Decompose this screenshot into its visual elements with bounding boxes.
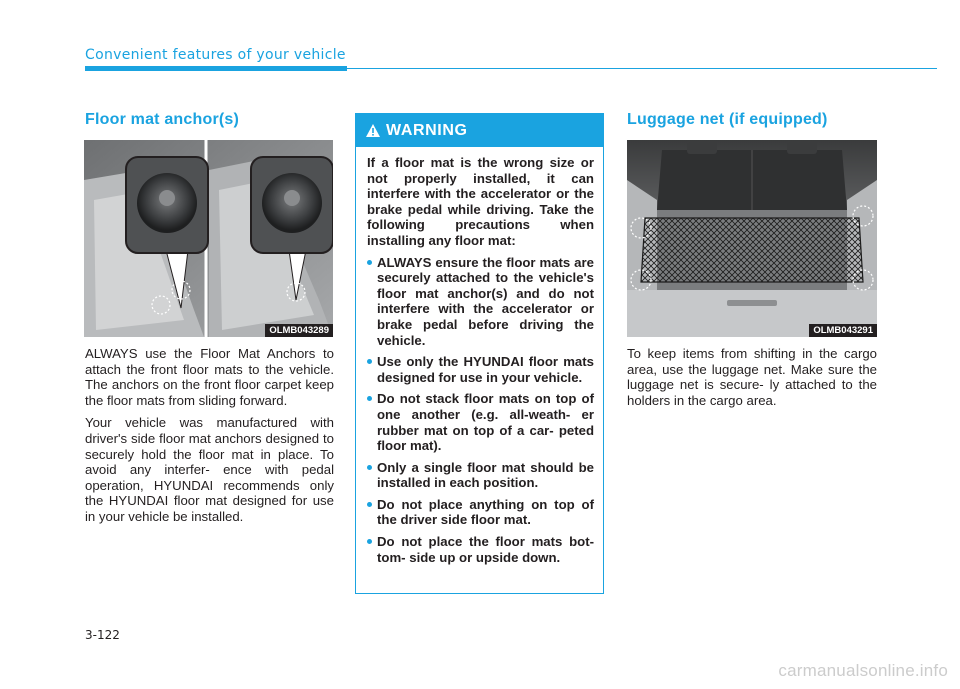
floor-mat-anchor-text [85,346,334,532]
warning-header [356,114,603,147]
bullet-icon [367,539,372,544]
bullet-icon [367,359,372,364]
bullet-icon [367,260,372,265]
section-title: Convenient features of your vehicle [85,47,346,63]
bullet-icon [367,465,372,470]
figure-caption: OLMB043291 [809,324,877,337]
floor-mat-anchor-figure [84,140,333,337]
warning-item: Do not place anything on top of the driver side floor mat. [367,497,594,528]
paragraph: ALWAYS use the Floor Mat Anchors to attach the front floor mats to the vehicle. The anchors on the front floor carpet keep the floor mats from sliding forward. [85,346,334,408]
paragraph: To keep items from shifting in the cargo area, use the luggage net. Make sure the luggage net is secure- ly attached to the holders in the cargo area. [627,346,877,408]
warning-item: ALWAYS ensure the floor mats are securely attached to the vehicle's floor mat anchor(s) and do not interfere with the accelerator or brake pedal before driving the vehicle. [367,255,594,349]
warning-item: Do not stack floor mats on top of one another (e.g. all-weath- er rubber mat on top of a car- peted floor mat). [367,391,594,453]
warning-box [355,113,604,594]
floor-mat-anchor-illustration [84,140,333,337]
watermark: carmanualsonline.info [778,661,948,680]
warning-list [367,255,594,566]
luggage-net-heading: Luggage net (if equipped) [627,111,828,128]
figure-caption: OLMB043289 [265,324,333,337]
bullet-icon [367,396,372,401]
warning-item: Do not place the floor mats bot- tom- side up or upside down. [367,534,594,565]
warning-triangle-icon [366,124,380,137]
bullet-icon [367,502,372,507]
page-number: 3-122 [85,628,120,642]
luggage-net-illustration [627,140,877,337]
warning-item: Use only the HYUNDAI floor mats designed for use in your vehicle. [367,354,594,385]
warning-intro: If a floor mat is the wrong size or not properly installed, it can interfere with the accelerator or the brake pedal while driving. Take the following precautions when installing any floor mat: [367,155,594,248]
warning-body [356,147,603,565]
floor-mat-anchor-heading: Floor mat anchor(s) [85,111,240,128]
warning-title: WARNING [386,121,468,139]
header-rule [347,68,937,69]
warning-item: Only a single floor mat should be installed in each position. [367,460,594,491]
luggage-net-text [627,346,877,415]
luggage-net-figure [627,140,877,337]
paragraph: Your vehicle was manufactured with driver's side floor mat anchors designed to securely hold the floor mat in place. To avoid any interfer- ence with pedal operation, HYUNDAI recommends only the HYUNDAI floor mat designed for use in your vehicle be installed. [85,415,334,524]
header-accent-bar [85,66,347,71]
